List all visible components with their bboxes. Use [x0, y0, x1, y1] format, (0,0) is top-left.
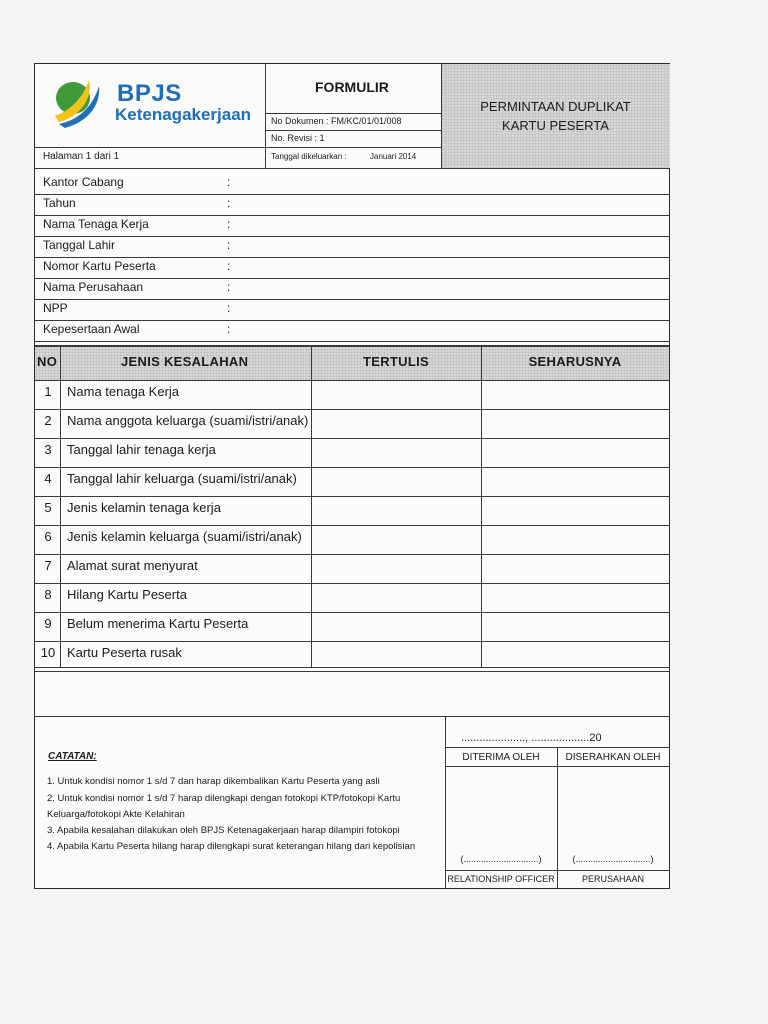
divider: [445, 870, 669, 871]
issue-date-value: Januari 2014: [370, 152, 417, 161]
title-shade: [441, 64, 670, 168]
divider: [35, 320, 669, 321]
divider: [441, 64, 442, 168]
divider: [35, 641, 669, 642]
divider: [445, 766, 669, 767]
divider: [60, 345, 61, 667]
field-label-nama-perusahaan: Nama Perusahaan: [43, 280, 144, 294]
row-number: 1: [44, 384, 52, 399]
note-item: 3. Apabila kesalahan dilakukan oleh BPJS Ketenagakerjaan harap dilampiri fotokopi: [47, 825, 400, 836]
row-number: 2: [44, 413, 52, 428]
table-header-tertulis: TERTULIS: [363, 354, 429, 369]
bpjs-logo: [49, 76, 115, 128]
brand-sub: Ketenagakerjaan: [115, 105, 252, 124]
divider: [35, 467, 669, 468]
notes-title: CATATAN:: [48, 751, 97, 762]
divider: [265, 64, 266, 168]
row-jenis: Tanggal lahir tenaga kerja: [67, 442, 216, 457]
role-relationship-officer: RELATIONSHIP OFFICER: [447, 874, 555, 884]
table-header-no: NO: [37, 354, 58, 369]
divider: [35, 525, 669, 526]
page-indicator: Halaman 1 dari 1: [43, 151, 120, 162]
row-jenis: Alamat surat menyurat: [67, 558, 198, 573]
brand-main: BPJS: [117, 80, 182, 107]
divider: [35, 667, 669, 668]
received-by-label: DITERIMA OLEH: [462, 752, 540, 763]
field-colon: :: [227, 238, 231, 252]
row-number: 9: [44, 616, 52, 631]
field-colon: :: [227, 196, 231, 210]
divider: [35, 496, 669, 497]
field-colon: :: [227, 175, 231, 189]
field-colon: :: [227, 301, 231, 315]
divider: [35, 380, 669, 381]
row-number: 10: [40, 645, 56, 660]
divider: [35, 168, 669, 169]
note-item: 4. Apabila Kartu Peserta hilang harap dilengkapi surat keterangan hilang dari kepolisian: [47, 841, 416, 852]
field-label-tanggal-lahir: Tanggal Lahir: [43, 238, 116, 252]
divider: [35, 583, 669, 584]
divider: [35, 716, 669, 717]
divider: [35, 409, 669, 410]
divider: [35, 612, 669, 613]
divider: [35, 671, 669, 672]
divider: [35, 341, 669, 342]
field-label-npp: NPP: [43, 301, 68, 315]
row-number: 7: [44, 558, 52, 573]
row-jenis: Tanggal lahir keluarga (suami/istri/anak): [67, 471, 297, 486]
field-colon: :: [227, 259, 231, 273]
field-colon: :: [227, 322, 231, 336]
field-colon: :: [227, 217, 231, 231]
form-sheet: [34, 63, 670, 889]
field-colon: :: [227, 280, 231, 294]
divider: [35, 194, 669, 195]
note-item: 2. Untuk kondisi nomor 1 s/d 7 harap dilengkapi dengan fotokopi KTP/fotokopi Kartu: [47, 793, 401, 804]
divider: [35, 345, 669, 347]
row-jenis: Jenis kelamin keluarga (suami/istri/anak): [67, 529, 302, 544]
row-jenis: Belum menerima Kartu Peserta: [67, 616, 249, 631]
table-header-jenis: JENIS KESALAHAN: [121, 354, 249, 369]
form-title-line1: PERMINTAAN DUPLIKAT: [480, 99, 631, 114]
note-item: Keluarga/fotokopi Akte Kelahiran: [47, 809, 185, 820]
divider: [35, 438, 669, 439]
table-header-seharusnya: SEHARUSNYA: [528, 354, 622, 369]
field-label-nomor-kartu: Nomor Kartu Peserta: [43, 259, 156, 273]
divider: [35, 147, 441, 148]
signature-blank-right: (..............................): [572, 854, 654, 864]
field-label-nama-tenaga-kerja: Nama Tenaga Kerja: [43, 217, 149, 231]
handed-over-by-label: DISERAHKAN OLEH: [565, 752, 661, 763]
divider: [35, 215, 669, 216]
row-number: 6: [44, 529, 52, 544]
divider: [35, 554, 669, 555]
divider: [557, 747, 558, 888]
divider: [35, 236, 669, 237]
field-label-kantor-cabang: Kantor Cabang: [43, 175, 124, 189]
row-number: 3: [44, 442, 52, 457]
divider: [35, 299, 669, 300]
row-jenis: Hilang Kartu Peserta: [67, 587, 187, 602]
form-label: FORMULIR: [315, 79, 389, 95]
divider: [445, 747, 669, 748]
role-perusahaan: PERUSAHAAN: [581, 874, 644, 884]
signature-blank-left: (..............................): [460, 854, 542, 864]
note-item: 1. Untuk kondisi nomor 1 s/d 7 dan harap dikembalikan Kartu Peserta yang asli: [47, 776, 380, 787]
doc-number: No Dokumen : FM/KC/01/01/008: [271, 116, 402, 126]
row-jenis: Nama anggota keluarga (suami/istri/anak): [67, 413, 309, 428]
divider: [35, 257, 669, 258]
divider: [311, 345, 312, 667]
row-jenis: Kartu Peserta rusak: [67, 645, 182, 660]
divider: [265, 130, 441, 131]
form-title-line2: KARTU PESERTA: [502, 118, 609, 133]
row-number: 4: [44, 471, 52, 486]
row-number: 8: [44, 587, 52, 602]
revision-number: No. Revisi : 1: [271, 133, 325, 143]
row-number: 5: [44, 500, 52, 515]
divider: [481, 345, 482, 667]
issue-date-label: Tanggal dikeluarkan :: [271, 152, 347, 161]
divider: [35, 278, 669, 279]
row-jenis: Nama tenaga Kerja: [67, 384, 180, 399]
divider: [265, 113, 441, 114]
field-label-kepesertaan-awal: Kepesertaan Awal: [43, 322, 140, 336]
date-line: ....................., ...................20: [461, 732, 602, 744]
row-jenis: Jenis kelamin tenaga kerja: [67, 500, 221, 515]
field-label-tahun: Tahun: [43, 196, 76, 210]
